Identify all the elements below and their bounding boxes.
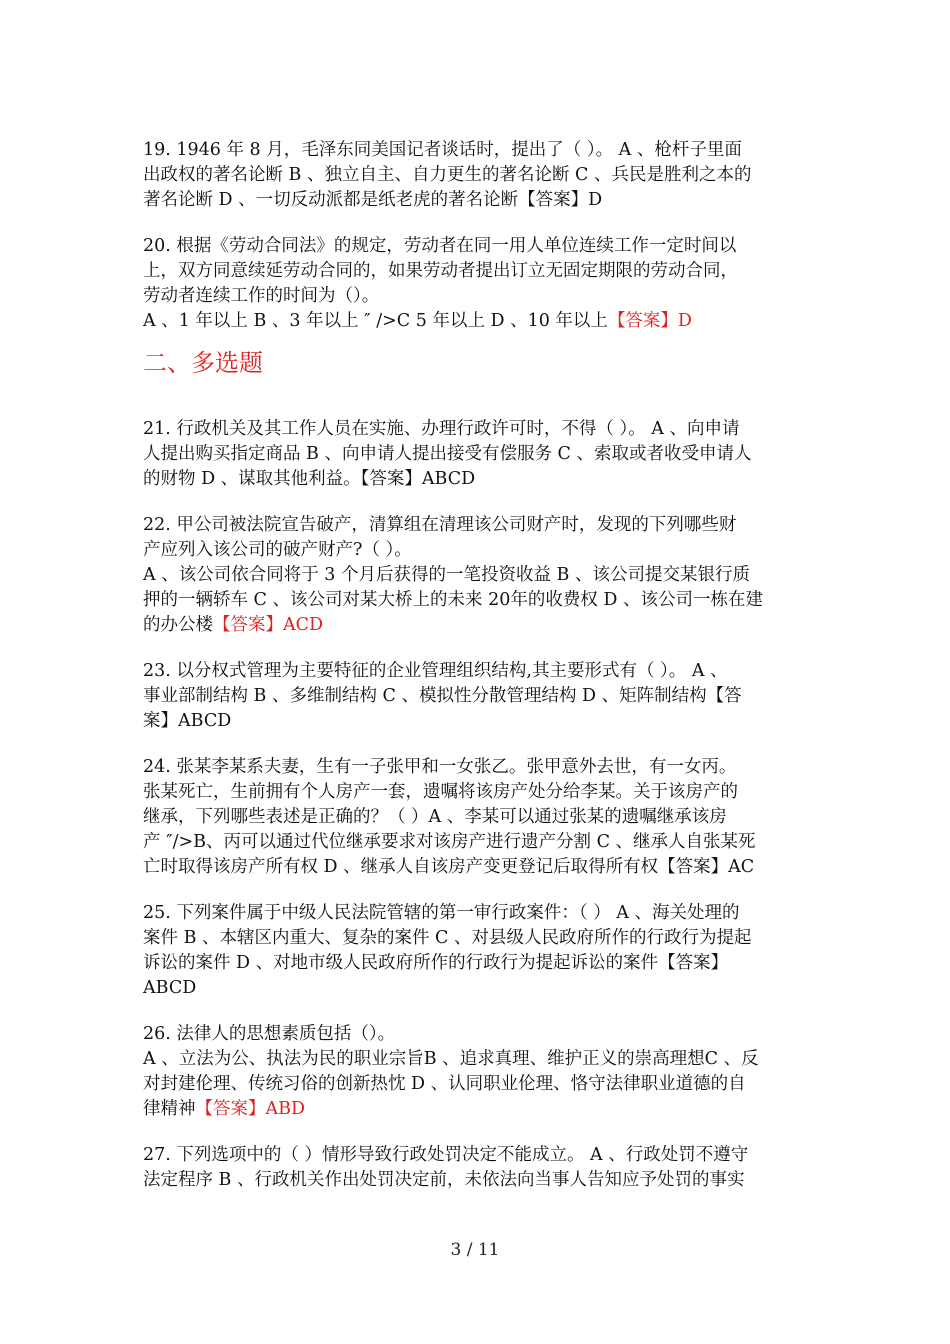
question-line: 22. 甲公司被法院宣告破产，清算组在清理该公司财产时，发现的下列哪些财: [143, 515, 737, 535]
question-line: 产应列入该公司的破产财产?（ ）。: [143, 540, 412, 560]
question-line: 劳动者连续工作的时间为（）。: [143, 286, 380, 306]
question-line-text: 律精神: [143, 1099, 196, 1119]
question-line: 押的一辆轿车 C 、该公司对某大桥上的未来 20年的收费权 D 、该公司一栋在建: [143, 590, 764, 610]
question-line-text: A 、1 年以上 B 、3 年以上 ″ />C 5 年以上 D 、10 年以上: [143, 311, 608, 331]
question-line: 产 ″/>B、丙可以通过代位继承要求对该房产进行遗产分割 C 、继承人自张某死: [143, 832, 756, 852]
answer-label: 【答案】D: [607, 311, 692, 331]
question-q23: [143, 659, 808, 734]
question-line: 对封建伦理、传统习俗的创新热忱 D 、认同职业伦理、恪守法律职业道德的自: [143, 1074, 746, 1094]
question-line: [143, 1097, 808, 1122]
question-line: 著名论断 D 、一切反动派都是纸老虎的著名论断【答案】D: [143, 190, 603, 210]
question-line: 20. 根据《劳动合同法》的规定，劳动者在同一用人单位连续工作一定时间以: [143, 236, 737, 256]
question-line: 23. 以分权式管理为主要特征的企业管理组织结构,其主要形式有（ ）。 A 、: [143, 661, 728, 681]
question-q26: [143, 1022, 808, 1122]
question-line: 人提出购买指定商品 B 、向申请人提出接受有偿服务 C 、索取或者收受申请人: [143, 444, 752, 464]
questions-multiple-choice: [143, 417, 808, 1193]
question-line: 案】ABCD: [143, 711, 232, 731]
question-line: ABCD: [143, 978, 197, 998]
question-line: 张某死亡，生前拥有个人房产一套，遗嘱将该房产处分给李某。关于该房产的: [143, 782, 738, 802]
answer-label: 【答案】ACD: [213, 615, 324, 635]
section-title: 二、多选题: [143, 349, 263, 377]
question-line: 亡时取得该房产所有权 D 、继承人自该房产变更登记后取得所有权【答案】AC: [143, 857, 755, 877]
question-line: 的财物 D 、谋取其他利益。【答案】ABCD: [143, 469, 476, 489]
question-line: 诉讼的案件 D 、对地市级人民政府所作的行政行为提起诉讼的案件【答案】: [143, 953, 729, 973]
question-line: 19. 1946 年 8 月，毛泽东同美国记者谈话时，提出了（ ）。 A 、枪杆子里面: [143, 140, 742, 160]
question-line: [143, 309, 808, 334]
question-line: 出政权的著名论断 B 、独立自主、自力更生的著名论断 C 、兵民是胜利之本的: [143, 165, 752, 185]
question-line: [143, 613, 808, 638]
question-line: A 、立法为公、执法为民的职业宗旨B 、追求真理、维护正义的崇高理想C 、反: [143, 1049, 759, 1069]
answer-label: 【答案】ABD: [195, 1099, 306, 1119]
question-line-text: 的办公楼: [143, 615, 213, 635]
question-q24: [143, 755, 808, 880]
question-line: A 、该公司依合同将于 3 个月后获得的一笔投资收益 B 、该公司提交某银行质: [143, 565, 750, 585]
questions-single-choice: [143, 138, 808, 334]
question-q22: [143, 513, 808, 638]
question-line: 法定程序 B 、行政机关作出处罚决定前，未依法向当事人告知应予处罚的事实: [143, 1170, 745, 1190]
question-q27: [143, 1143, 808, 1193]
question-line: 事业部制结构 B 、多维制结构 C 、模拟性分散管理结构 D 、矩阵制结构【答: [143, 686, 742, 706]
question-line: 案件 B 、本辖区内重大、复杂的案件 C 、对县级人民政府所作的行政行为提起: [143, 928, 752, 948]
question-line: 21. 行政机关及其工作人员在实施、办理行政许可时，不得（ ）。 A 、向申请: [143, 419, 740, 439]
question-q19: [143, 138, 808, 213]
question-line: 26. 法律人的思想素质包括（）。: [143, 1024, 396, 1044]
page-content: [143, 138, 808, 1214]
question-q25: [143, 901, 808, 1001]
question-line: 25. 下列案件属于中级人民法院管辖的第一审行政案件：（ ） A 、海关处理的: [143, 903, 740, 923]
question-line: 继承，下列哪些表述是正确的？（ ）A 、李某可以通过张某的遗嘱继承该房: [143, 807, 727, 827]
question-line: 27. 下列选项中的（ ）情形导致行政处罚决定不能成立。 A 、行政处罚不遵守: [143, 1145, 749, 1165]
question-line: 上，双方同意续延劳动合同的，如果劳动者提出订立无固定期限的劳动合同，: [143, 261, 738, 281]
page-number: 3 / 11: [450, 1240, 500, 1260]
question-line: 24. 张某李某系夫妻，生有一子张甲和一女张乙。张甲意外去世，有一女丙。: [143, 757, 737, 777]
question-q20: [143, 234, 808, 334]
question-q21: [143, 417, 808, 492]
